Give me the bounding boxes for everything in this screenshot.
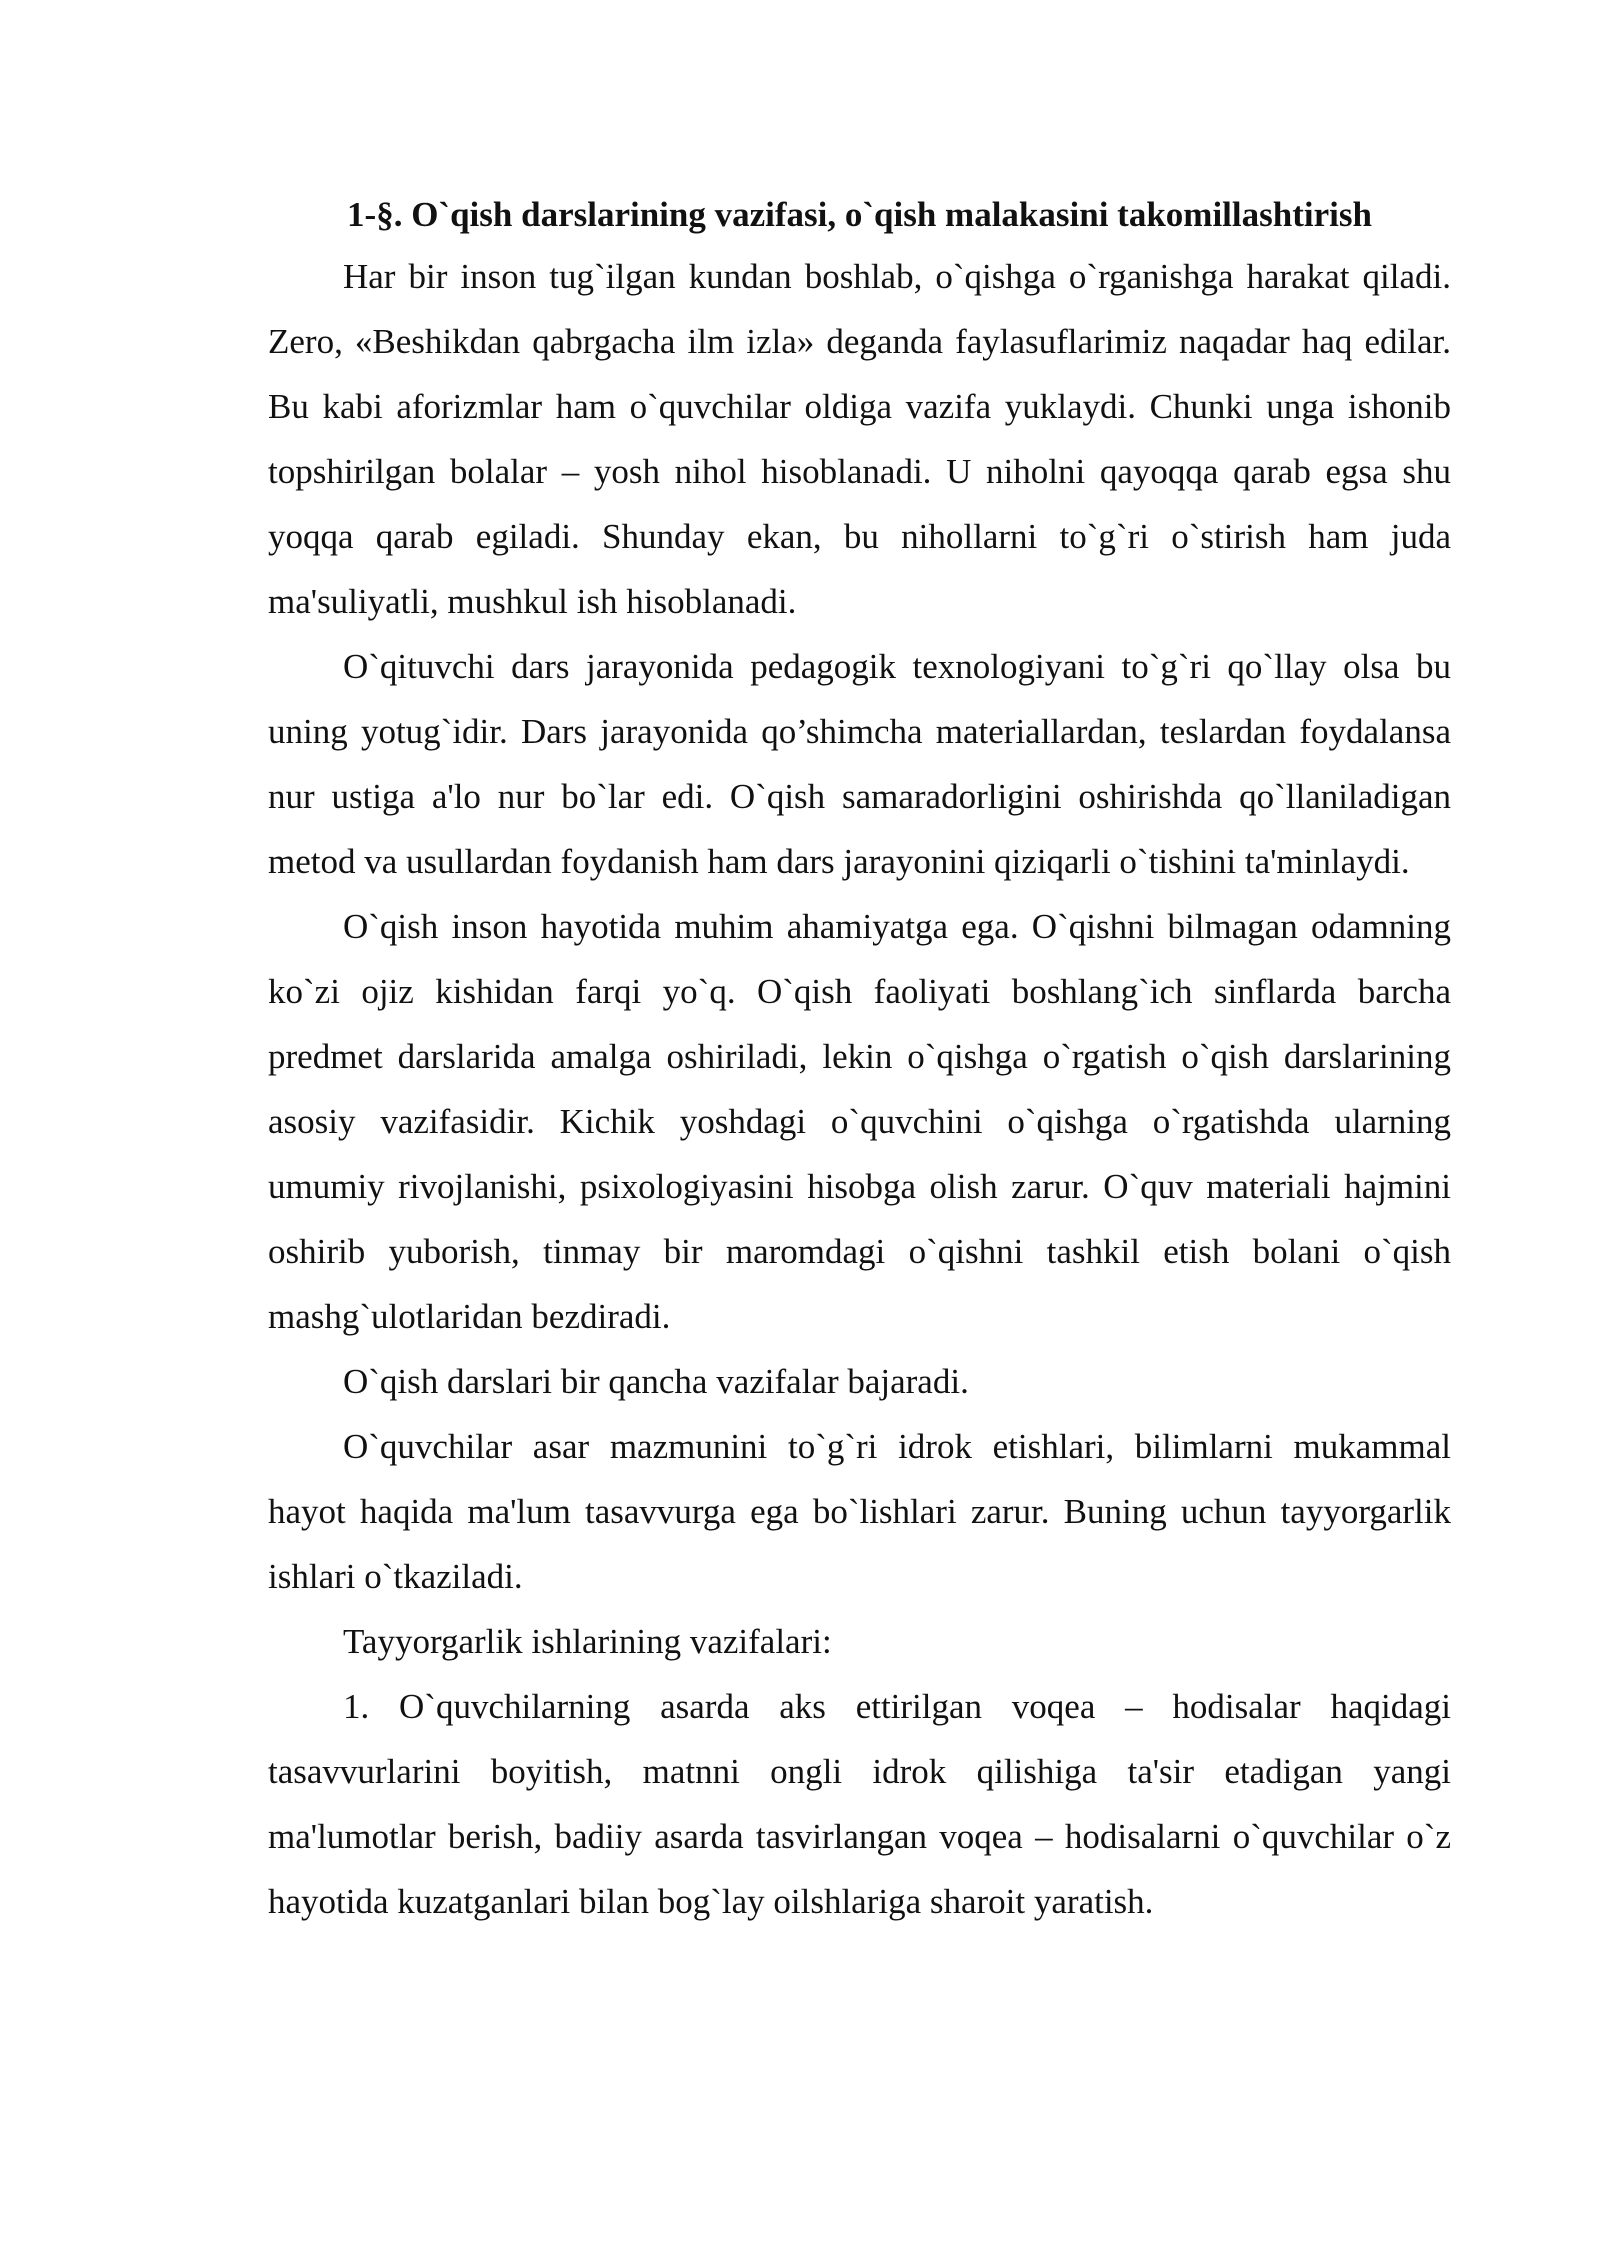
paragraph-3: O`qish inson hayotida muhim ahamiyatga ega. O`qishni bilmagan odamning ko`zi ojiz kishidan farqi yo`q. O`qish faoliyati boshlang`ich sinflarda barcha predmet darslarida amalga oshiriladi, lekin o`qishga o`rgatish o`qish darslarining asosiy vazifasidir. Kichik yoshdagi o`quvchini o`qishga o`rgatishda ularning umumiy rivojlanishi, psixologiyasini hisobga olish zarur. O`quv materiali hajmini oshirib yuborish, tinmay bir maromdagi o`qishni tashkil etish bolani o`qish mashg`ulotlaridan bezdiradi. — [268, 907, 1451, 1336]
list-item-1: 1. O`quvchilarning asarda aks ettirilgan voqea – hodisalar haqidagi tasavvurlarini boyitish, matnni ongli idrok qilishiga ta'sir etadigan yangi ma'lumotlar berish, badiiy asarda tasvirlangan voqea – hodisalarni o`quvchilar o`z hayotida kuzatganlari bilan bog`lay oilshlariga sharoit yaratish. — [268, 1687, 1451, 1921]
paragraph-1: Har bir inson tug`ilgan kundan boshlab, o`qishga o`rganishga harakat qiladi. Zero, «Beshikdan qabrgacha ilm izla» deganda faylasuflarimiz naqadar haq edilar. Bu kabi aforizmlar ham o`quvchilar oldiga vazifa yuklaydi. Chunki unga ishonib topshirilgan bolalar – yosh nihol hisoblanadi. U niholni qayoqqa qarab egsa shu yoqqa qarab egiladi. Shunday ekan, bu nihollarni to`g`ri o`stirish ham juda ma'suliyatli, mushkul ish hisoblanadi. — [268, 257, 1451, 621]
section-title: 1-§. O`qish darslarining vazifasi, o`qish malakasini takomillashtirish — [347, 195, 1372, 234]
paragraph-2: O`qituvchi dars jarayonida pedagogik texnologiyani to`g`ri qo`llay olsa bu uning yotug`idir. Dars jarayonida qo’shimcha materiallardan, teslardan foydalansa nur ustiga a'lo nur bo`lar edi. O`qish samaradorligini oshirishda qo`llaniladigan metod va usullardan foydanish ham dars jarayonini qiziqarli o`tishini ta'minlaydi. — [268, 647, 1451, 881]
paragraph-6: Tayyorgarlik ishlarining vazifalari: — [343, 1622, 832, 1661]
document-body — [268, 186, 1451, 1934]
paragraph-4: O`qish darslari bir qancha vazifalar bajaradi. — [343, 1362, 969, 1401]
paragraph-5: O`quvchilar asar mazmunini to`g`ri idrok etishlari, bilimlarni mukammal hayot haqida ma'lum tasavvurga ega bo`lishlari zarur. Buning uchun tayyorgarlik ishlari o`tkaziladi. — [268, 1427, 1451, 1596]
